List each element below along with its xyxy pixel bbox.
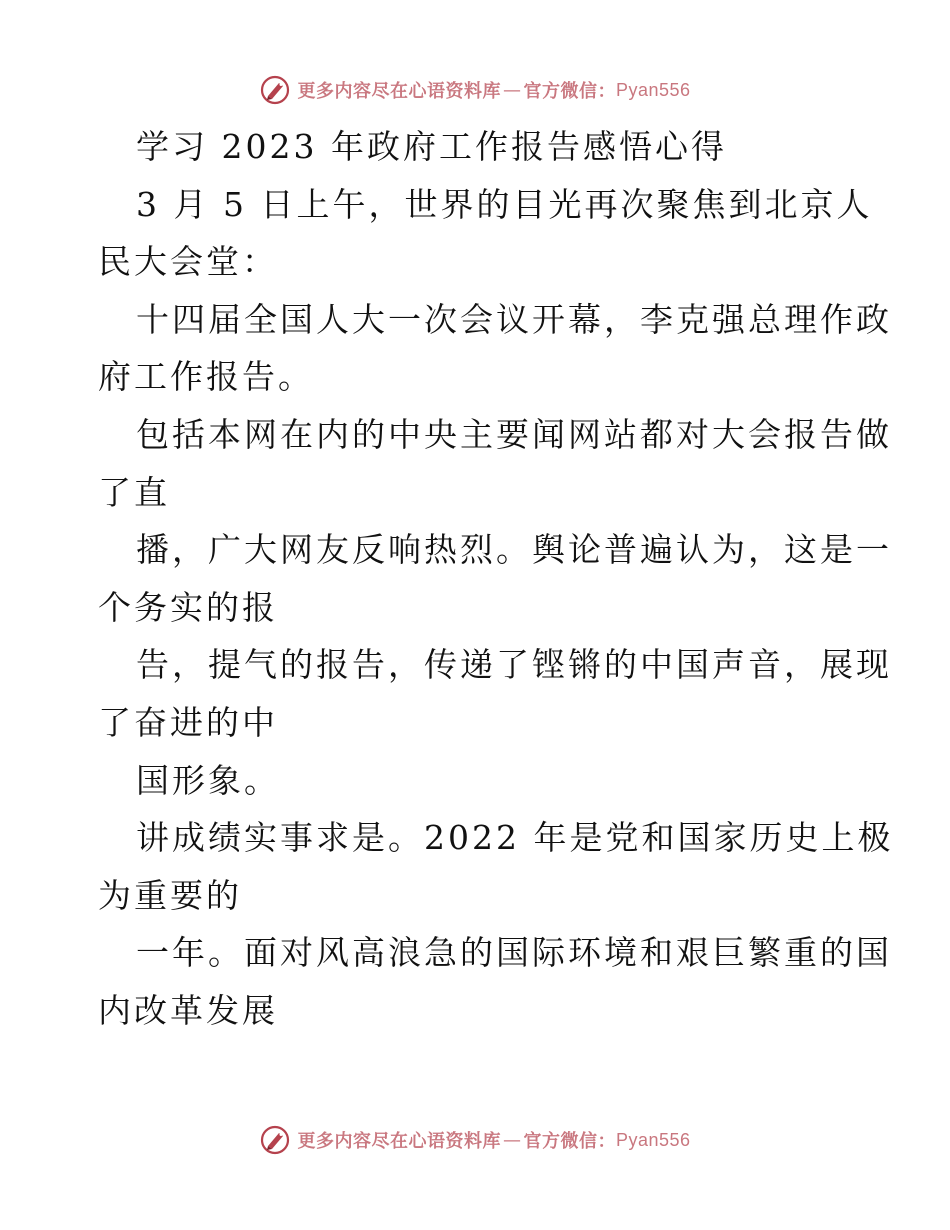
- watermark-wechat-id: Pyan556: [615, 79, 691, 100]
- paragraph-line: 3 月 5 日上午，世界的目光再次聚焦到北京人: [136, 184, 873, 224]
- pen-logo-icon: [259, 74, 291, 106]
- watermark-separator: —: [502, 1129, 522, 1151]
- paragraph-line: 内改革发展: [98, 990, 278, 1030]
- paragraph-line: 为重要的: [98, 875, 242, 915]
- paragraph-line: 个务实的报: [98, 587, 278, 627]
- paragraph-line: 讲成绩实事求是。2022 年是党和国家历史上极: [136, 818, 894, 858]
- watermark-site-name: 更多内容尽在心语资料库: [297, 1131, 501, 1152]
- pen-logo-icon: [259, 1124, 291, 1156]
- paragraph-line: 播，广大网友反响热烈。舆论普遍认为，这是一: [136, 530, 892, 570]
- paragraph-line: 包括本网在内的中央主要闻网站都对大会报告做: [136, 414, 892, 454]
- paragraph-line: 一年。面对风高浪急的国际环境和艰巨繁重的国: [136, 933, 892, 973]
- paragraph-line: 府工作报告。: [98, 357, 314, 397]
- document-title: 学习 2023 年政府工作报告感悟心得: [136, 127, 727, 166]
- paragraph-line: 民大会堂：: [98, 242, 278, 282]
- document-body: [98, 118, 894, 1040]
- header-watermark: [0, 70, 950, 110]
- paragraph-line: 了直: [98, 472, 170, 512]
- watermark-label: 官方微信：: [523, 1131, 616, 1152]
- paragraph-line: 了奋进的中: [98, 702, 278, 742]
- watermark-label: 官方微信：: [523, 81, 616, 102]
- watermark-wechat-id: Pyan556: [615, 1129, 691, 1150]
- paragraph-line: 国形象。: [136, 760, 280, 800]
- watermark-separator: —: [502, 79, 522, 101]
- footer-watermark: [0, 1120, 950, 1160]
- paragraph-line: 告，提气的报告，传递了铿锵的中国声音，展现: [136, 645, 892, 685]
- paragraph-line: 十四届全国人大一次会议开幕，李克强总理作政: [136, 299, 892, 339]
- watermark-site-name: 更多内容尽在心语资料库: [297, 81, 501, 102]
